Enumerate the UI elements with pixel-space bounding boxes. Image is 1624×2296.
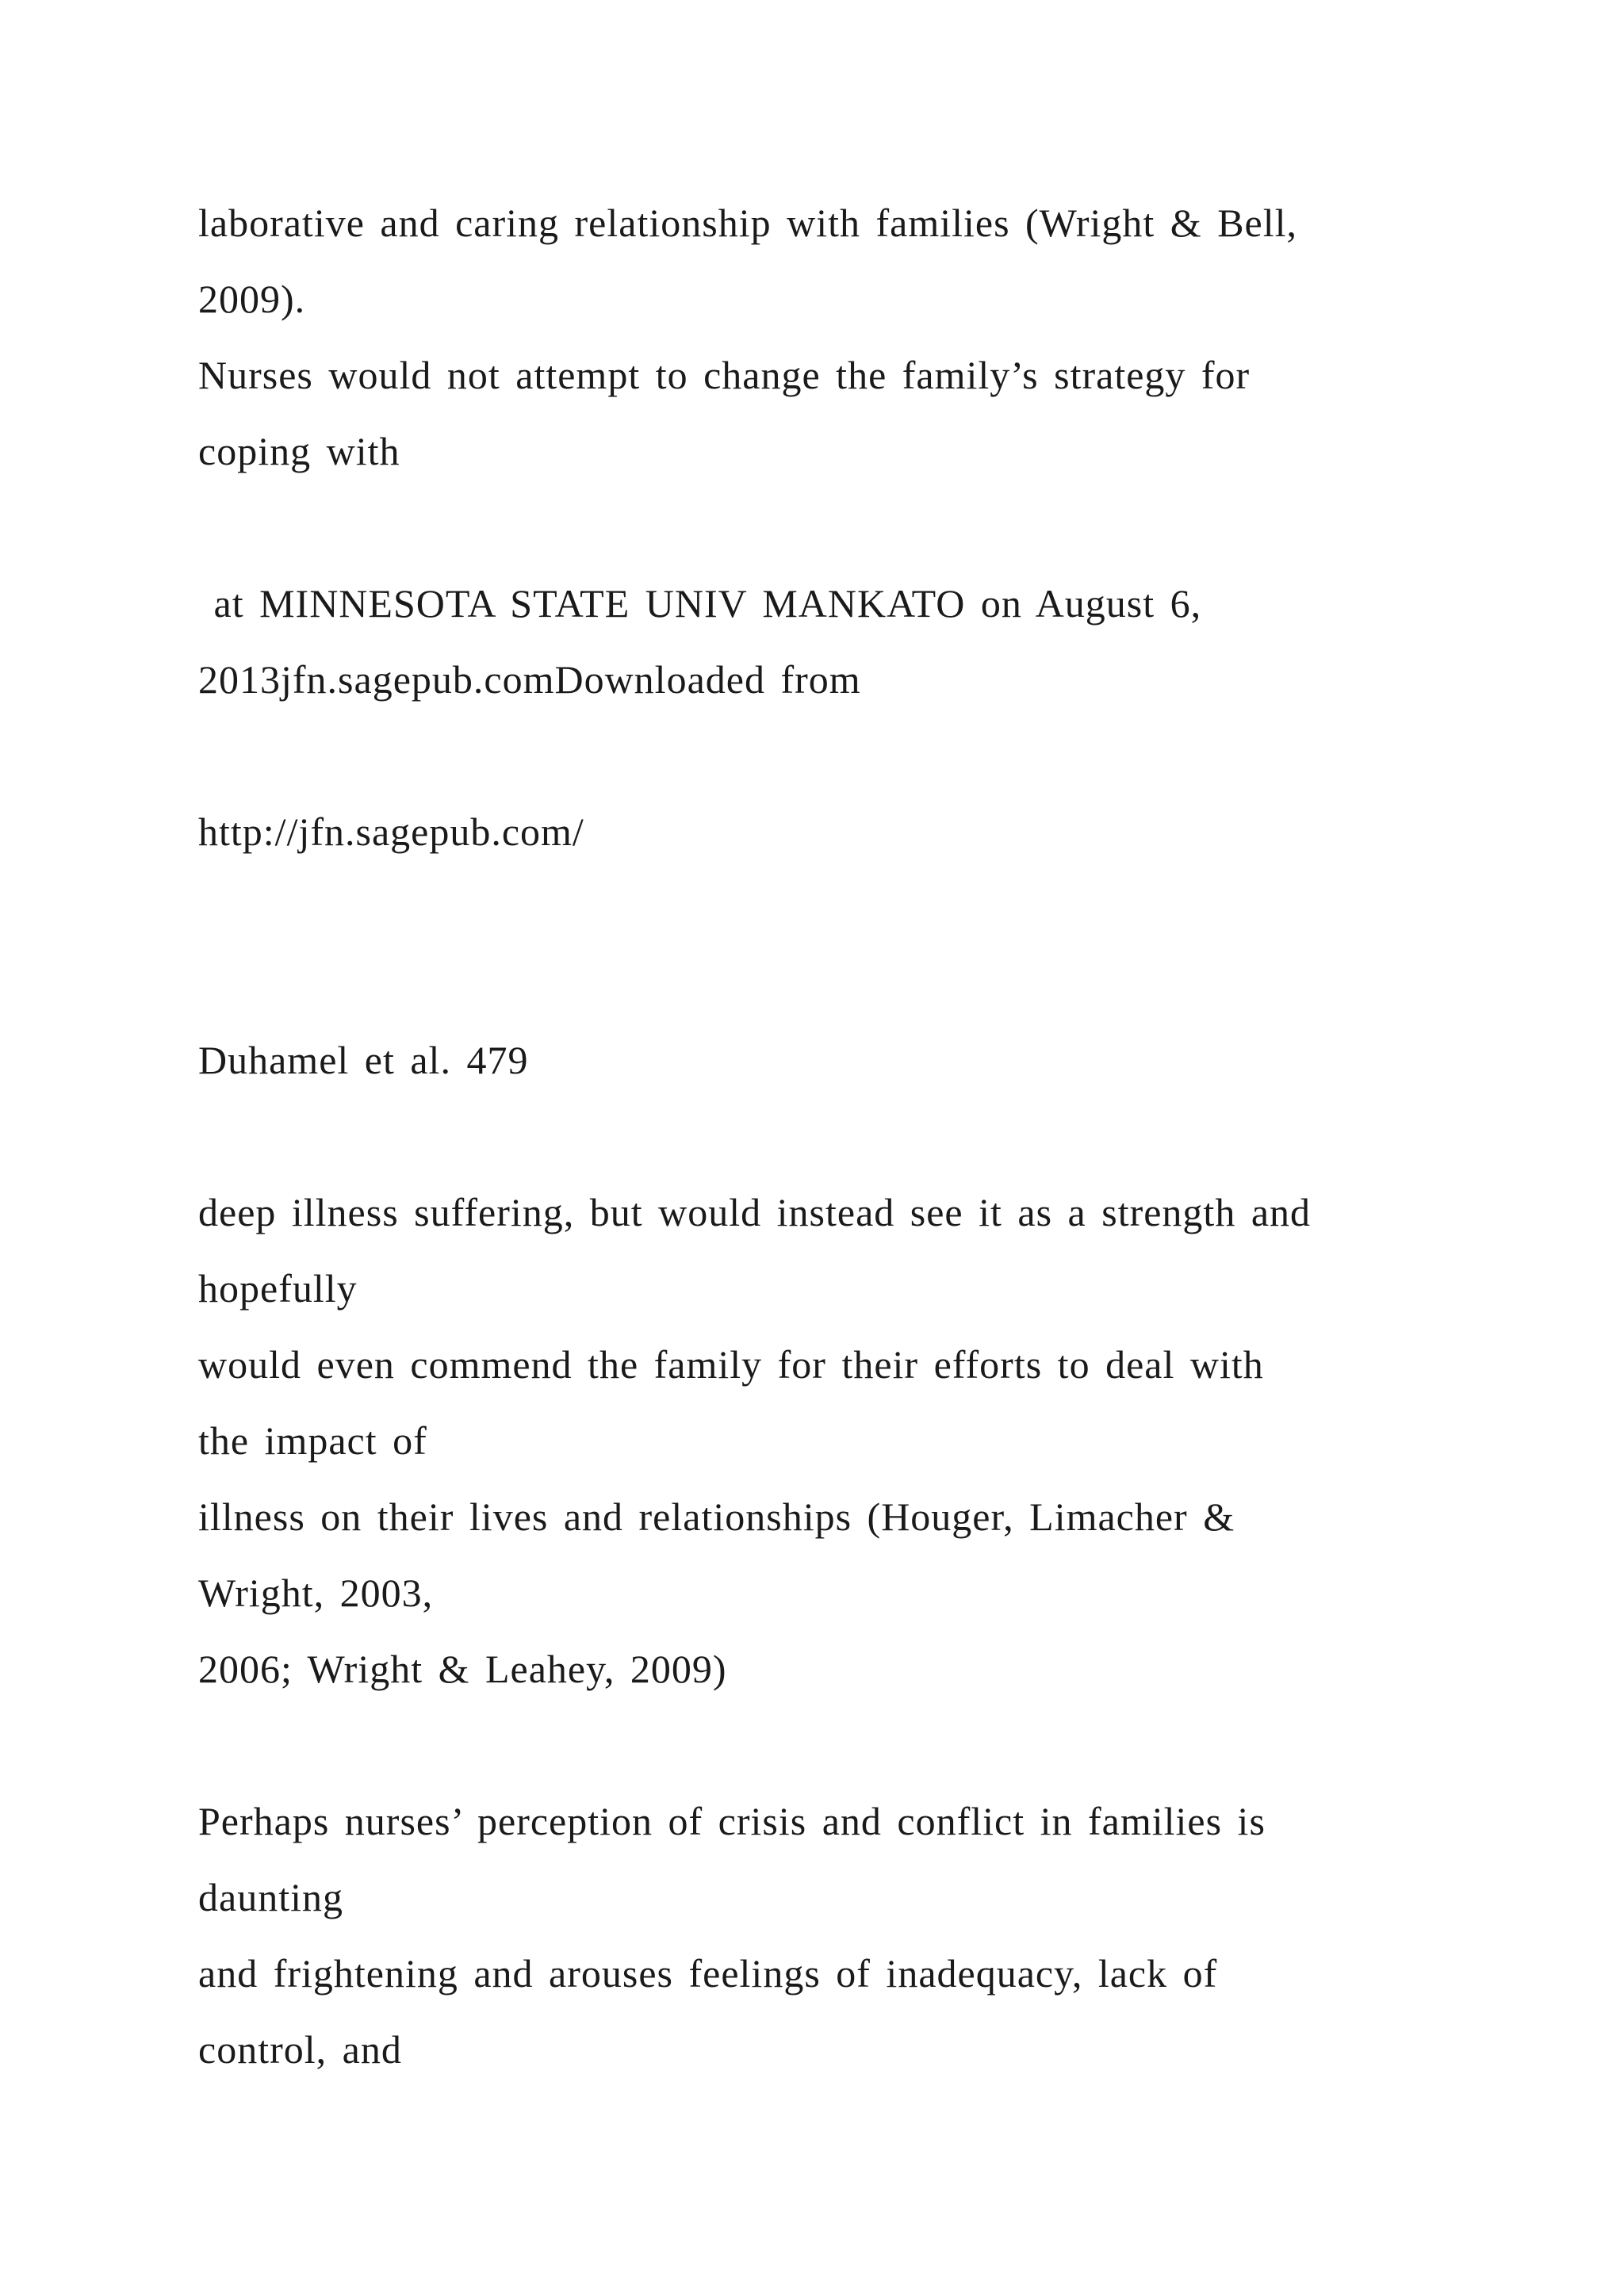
text-line: laborative and caring relationship with families (Wright & Bell,	[198, 201, 1298, 245]
source-url: http://jfn.sagepub.com/	[198, 809, 584, 854]
text-line: control, and	[198, 2027, 402, 2072]
text-line: Wright, 2003,	[198, 1571, 434, 1615]
text-line: illness on their lives and relationships (Houger, Limacher &	[198, 1494, 1235, 1539]
text-line: Perhaps nurses’ perception of crisis and conflict in families is	[198, 1799, 1266, 1843]
text-line: 2006; Wright & Leahey, 2009)	[198, 1647, 727, 1691]
text-line: and frightening and arouses feelings of inadequacy, lack of	[198, 1951, 1218, 1996]
text-line: 2009).	[198, 277, 306, 321]
text-line: deep illness suffering, but would instead see it as a strength and	[198, 1190, 1312, 1234]
running-header: Duhamel et al. 479	[198, 1038, 529, 1082]
download-notice-line: 2013jfn.sagepub.comDownloaded from	[198, 657, 861, 702]
text-line: would even commend the family for their efforts to deal with	[198, 1342, 1264, 1387]
text-line: the impact of	[198, 1418, 427, 1463]
text-line: coping with	[198, 429, 400, 473]
text-line: hopefully	[198, 1266, 358, 1311]
text-line: Nurses would not attempt to change the family’s strategy for	[198, 353, 1251, 397]
text-line: daunting	[198, 1875, 343, 1919]
download-notice-line: at MINNESOTA STATE UNIV MANKATO on August 6,	[198, 581, 1202, 626]
